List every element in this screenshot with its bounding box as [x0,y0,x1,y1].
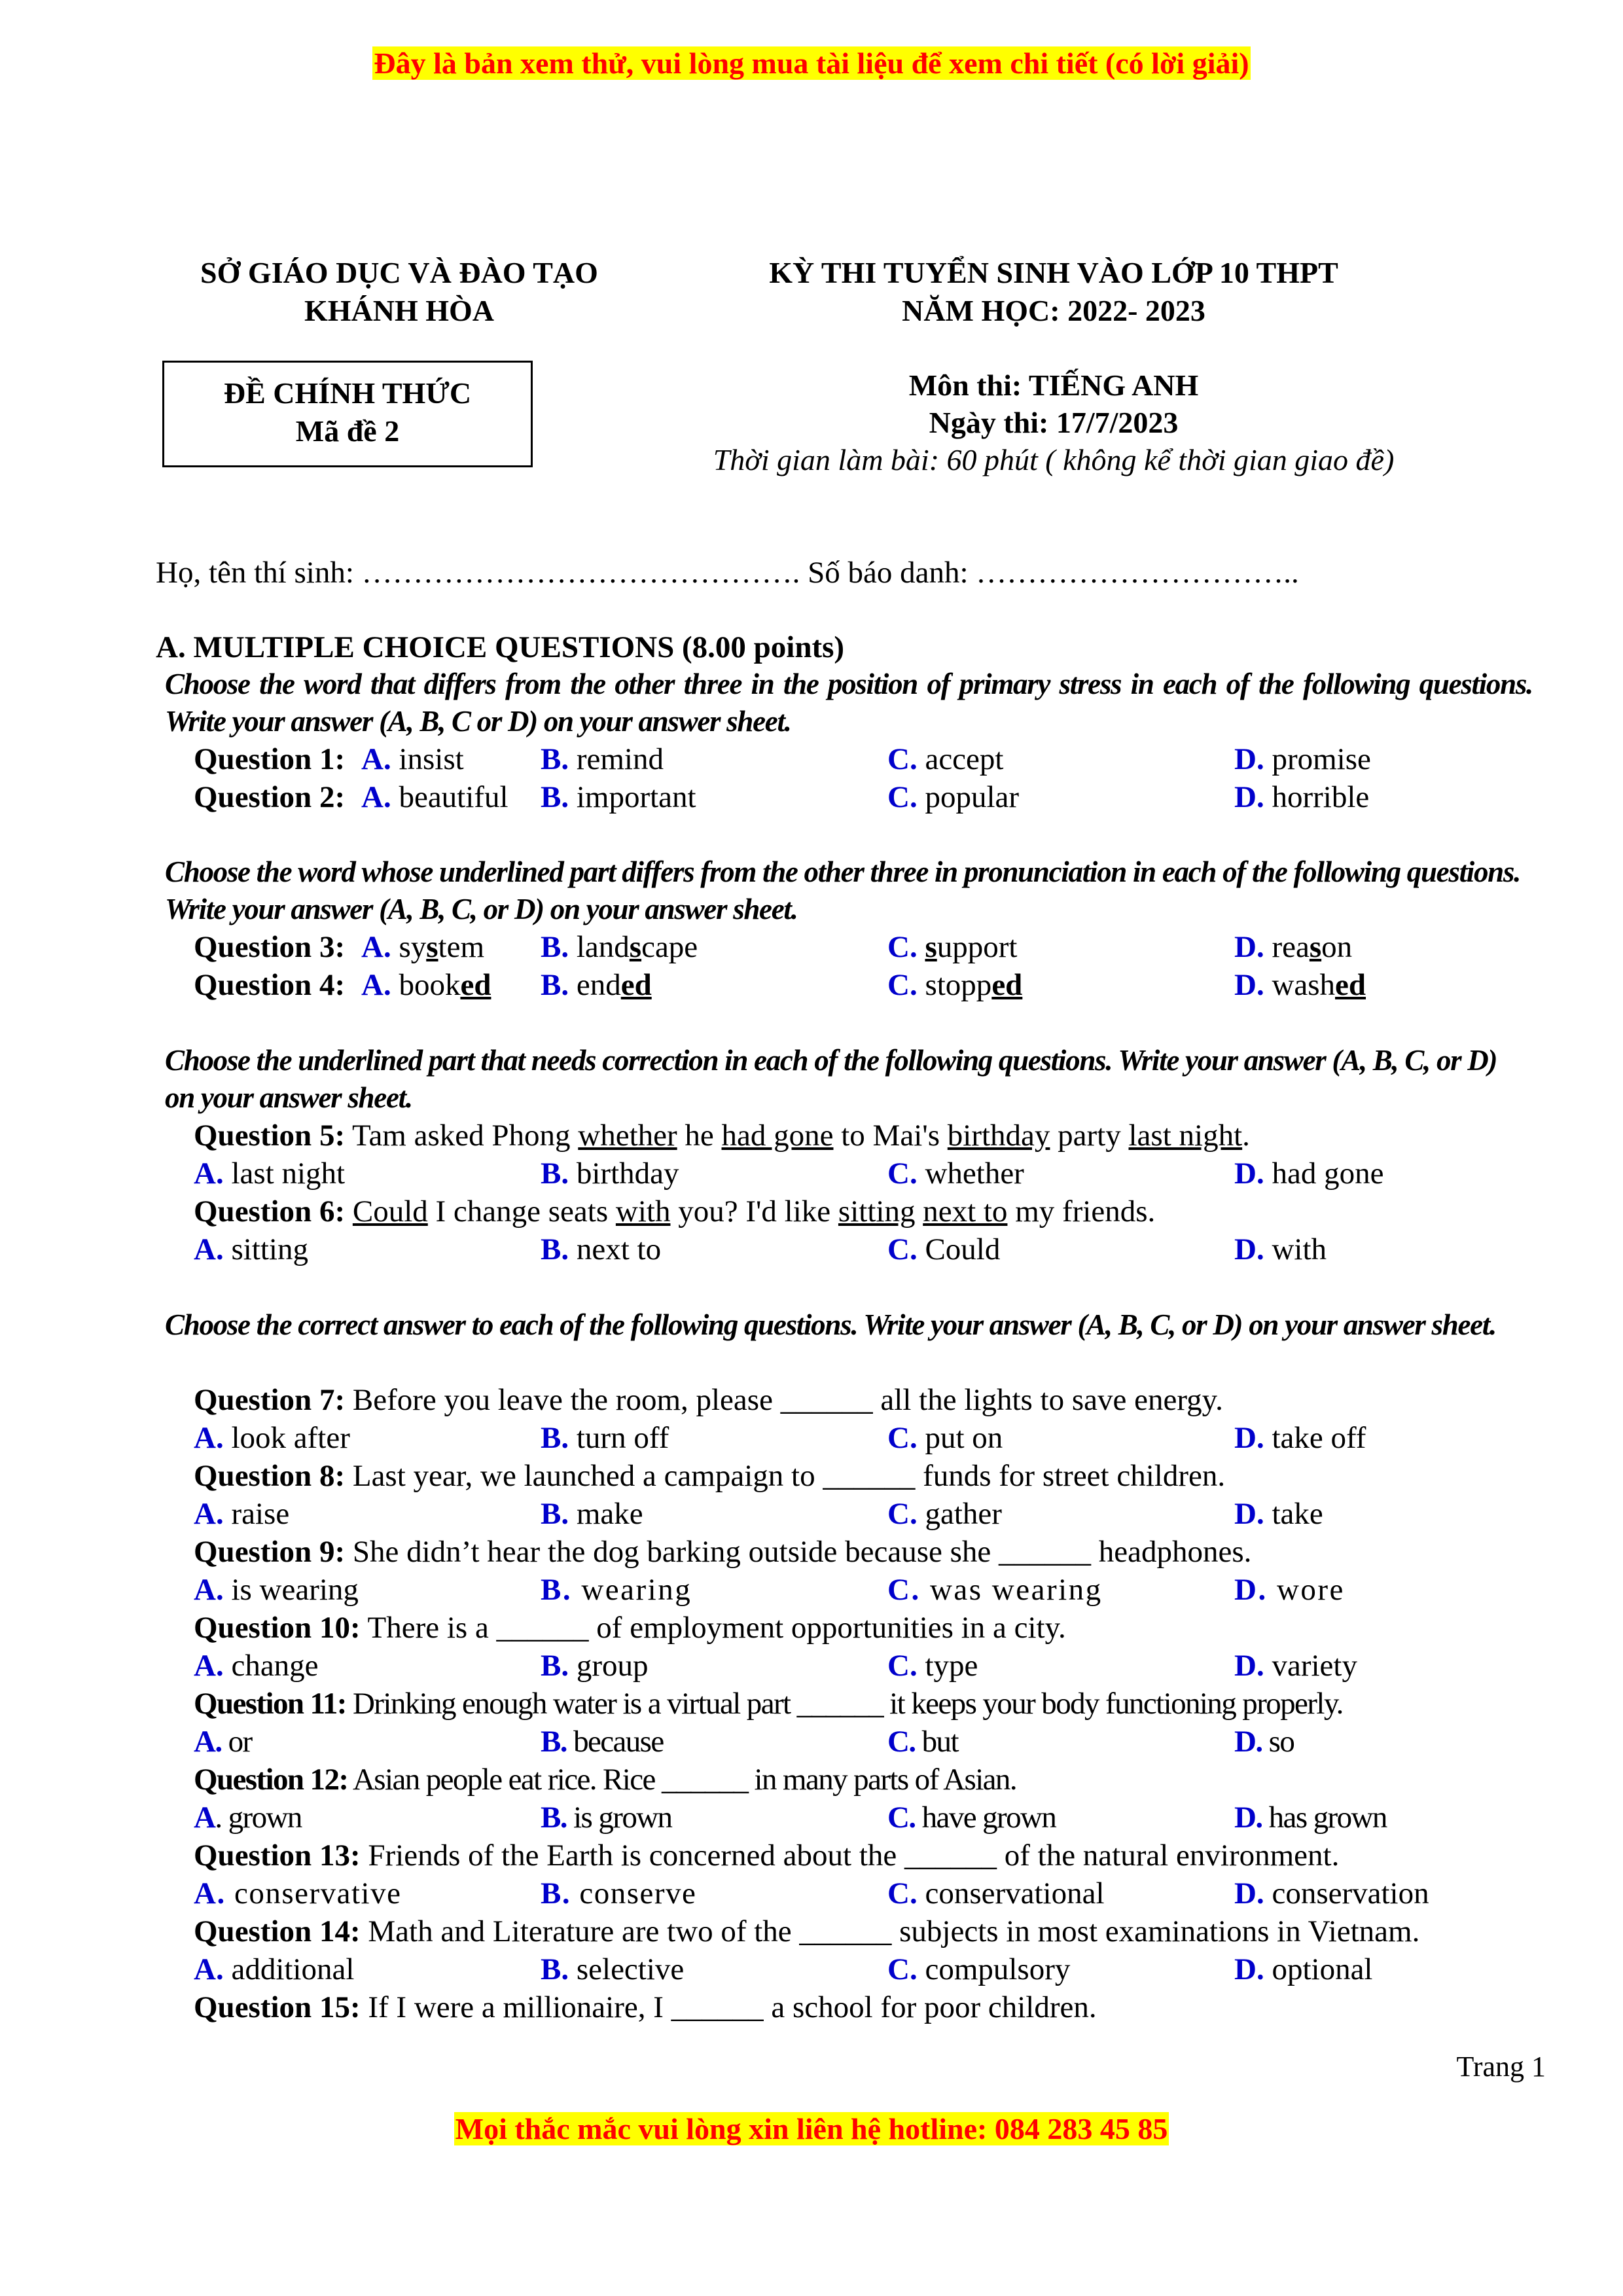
question-9-option-a[interactable]: A. is wearing [194,1573,359,1607]
question-6-option-b[interactable]: B. next to [541,1232,662,1266]
official-exam-box [162,361,533,467]
question-5-option-c[interactable]: C. whether [887,1157,1024,1191]
preview-banner [0,46,1623,81]
school-year: NĂM HỌC: 2022- 2023 [902,294,1205,327]
candidate-info-line: Họ, tên thí sinh: ……………………………………. Số báo danh: ………………………….. [156,556,1299,590]
question-3-option-a[interactable]: A. system [361,930,485,964]
department-name: SỞ GIÁO DỤC VÀ ĐÀO TẠO [200,256,598,289]
question-7-option-d[interactable]: D. take off [1234,1421,1366,1455]
exam-info [641,367,1466,478]
official-exam-label: ĐỀ CHÍNH THỨC [223,376,472,410]
question-6-option-d[interactable]: D. with [1234,1232,1327,1266]
question-8-option-c[interactable]: C. gather [887,1497,1002,1531]
question-9: Question 9: She didn’t hear the dog barking outside because she ______ headphones. [194,1535,1252,1569]
question-8: Question 8: Last year, we launched a campaign to ______ funds for street children. [194,1459,1226,1493]
question-13-option-a[interactable]: A. conservative [194,1876,402,1910]
question-8-option-a[interactable]: A. raise [194,1497,290,1531]
question-11-option-b[interactable]: B. because [541,1725,664,1759]
question-2-option-a[interactable]: A. beautiful [361,780,508,814]
question-10-option-b[interactable]: B. group [541,1649,649,1683]
question-12-option-c[interactable]: C. have grown [887,1801,1056,1835]
question-2-option-b[interactable]: B. important [541,780,696,814]
question-7-option-b[interactable]: B. turn off [541,1421,669,1455]
exam-code: Mã đề 2 [295,414,400,448]
question-12-option-d[interactable]: D. has grown [1234,1801,1387,1835]
exam-title: KỲ THI TUYỂN SINH VÀO LỚP 10 THPT [769,256,1338,289]
exam-duration: Thời gian làm bài: 60 phút ( không kể thời gian giao đề) [713,443,1395,476]
question-11-option-d[interactable]: D. so [1234,1725,1294,1759]
question-9-option-d[interactable]: D. wore [1234,1573,1345,1607]
question-9-option-c[interactable]: C. was wearing [887,1573,1103,1607]
question-10-option-c[interactable]: C. type [887,1649,978,1683]
question-10-option-a[interactable]: A. change [194,1649,319,1683]
question-6-label: Question 6: [194,1194,346,1229]
question-9-option-b[interactable]: B. wearing [541,1573,692,1607]
question-6-option-a[interactable]: A. sitting [194,1232,308,1266]
instruction-pronunciation: Choose the word whose underlined part differs from the other three in pronunciation in each of the following questions. Write your answer (A, B, C, or D) on your answer sheet. [165,855,1521,925]
question-13-option-b[interactable]: B. conserve [541,1876,697,1910]
question-7-option-a[interactable]: A. look after [194,1421,350,1455]
question-2-option-d[interactable]: D. horrible [1234,780,1370,814]
question-10-option-d[interactable]: D. variety [1234,1649,1357,1683]
question-4-option-d[interactable]: D. washed [1234,968,1366,1002]
question-3-option-c[interactable]: C. support [887,930,1018,964]
question-11: Question 11: Drinking enough water is a virtual part ______ it keeps your body functioning properly. [194,1687,1343,1721]
section-a-title: A. MULTIPLE CHOICE QUESTIONS (8.00 points) [156,630,845,664]
province-name: KHÁNH HÒA [304,294,495,327]
question-1-option-a[interactable]: A. insist [361,742,464,776]
question-1-option-d[interactable]: D. promise [1234,742,1371,776]
question-8-option-b[interactable]: B. make [541,1497,643,1531]
question-1-option-b[interactable]: B. remind [541,742,664,776]
question-7-option-c[interactable]: C. put on [887,1421,1003,1455]
page-number: Trang 1 [1456,2051,1546,2083]
instruction-stress: Choose the word that differs from the other three in the position of primary stress in each of the following questions. Write your answer (A, B, C or D) on your answer sheet. [165,668,1533,738]
question-12-option-b[interactable]: B. is grown [541,1801,672,1835]
question-13: Question 13: Friends of the Earth is concerned about the ______ of the natural environment. [194,1839,1340,1873]
preview-banner-text: Đây là bản xem thử, vui lòng mua tài liệu để xem chi tiết (có lời giải) [374,46,1249,80]
instruction-correct-answer: Choose the correct answer to each of the following questions. Write your answer (A, B, C, or D) on your answer sheet. [165,1308,1496,1341]
question-8-option-d[interactable]: D. take [1234,1497,1323,1531]
question-13-option-d[interactable]: D. conservation [1234,1876,1429,1910]
question-14-option-b[interactable]: B. selective [541,1952,685,1986]
question-10: Question 10: There is a ______ of employment opportunities in a city. [194,1611,1066,1645]
question-13-option-c[interactable]: C. conservational [887,1876,1105,1910]
question-11-option-c[interactable]: C. but [887,1725,958,1759]
question-5-option-a[interactable]: A. last night [194,1157,346,1191]
question-14: Question 14: Math and Literature are two of the ______ subjects in most examinations in Vietnam. [194,1914,1420,1948]
question-15: Question 15: If I were a millionaire, I ______ a school for poor children. [194,1990,1097,2024]
question-12: Question 12: Asian people eat rice. Rice ______ in many parts of Asian. [194,1763,1016,1797]
question-2-option-c[interactable]: C. popular [887,780,1020,814]
exam-subject: Môn thi: TIẾNG ANH [908,368,1199,402]
question-14-option-c[interactable]: C. compulsory [887,1952,1071,1986]
question-5-option-d[interactable]: D. had gone [1234,1157,1384,1191]
question-2-label: Question 2: [194,780,346,814]
department-header [151,254,648,330]
question-14-option-a[interactable]: A. additional [194,1952,355,1986]
question-3-option-d[interactable]: D. reason [1234,930,1353,964]
question-3-option-b[interactable]: B. landscape [541,930,698,964]
question-4-option-b[interactable]: B. ended [541,968,652,1002]
question-5-label: Question 5: [194,1119,346,1153]
question-6-option-c[interactable]: C. Could [887,1232,1001,1266]
instruction-correction: Choose the underlined part that needs correction in each of the following questions. Write your answer (A, B, C, or D) on your answer sheet. [165,1044,1497,1114]
exam-date: Ngày thi: 17/7/2023 [929,406,1179,439]
question-4-option-a[interactable]: A. booked [361,968,491,1002]
question-4-option-c[interactable]: C. stopped [887,968,1023,1002]
exam-header [674,254,1433,330]
question-6: Question 6: Could I change seats with you? I'd like sitting next to my friends. [194,1194,1156,1229]
hotline-banner [0,2111,1623,2146]
question-12-option-a[interactable]: A. grown [194,1801,302,1835]
question-5: Question 5: Tam asked Phong whether he had gone to Mai's birthday party last night. [194,1119,1250,1153]
question-14-option-d[interactable]: D. optional [1234,1952,1373,1986]
question-3-label: Question 3: [194,930,346,964]
question-1-label: Question 1: [194,742,346,776]
question-4-label: Question 4: [194,968,346,1002]
question-1-option-c[interactable]: C. accept [887,742,1004,776]
question-11-option-a[interactable]: A. or [194,1725,252,1759]
question-5-option-b[interactable]: B. birthday [541,1157,679,1191]
question-7: Question 7: Before you leave the room, please ______ all the lights to save energy. [194,1383,1223,1417]
hotline-banner-text: Mọi thắc mắc vui lòng xin liên hệ hotline: 084 283 45 85 [455,2112,1168,2145]
